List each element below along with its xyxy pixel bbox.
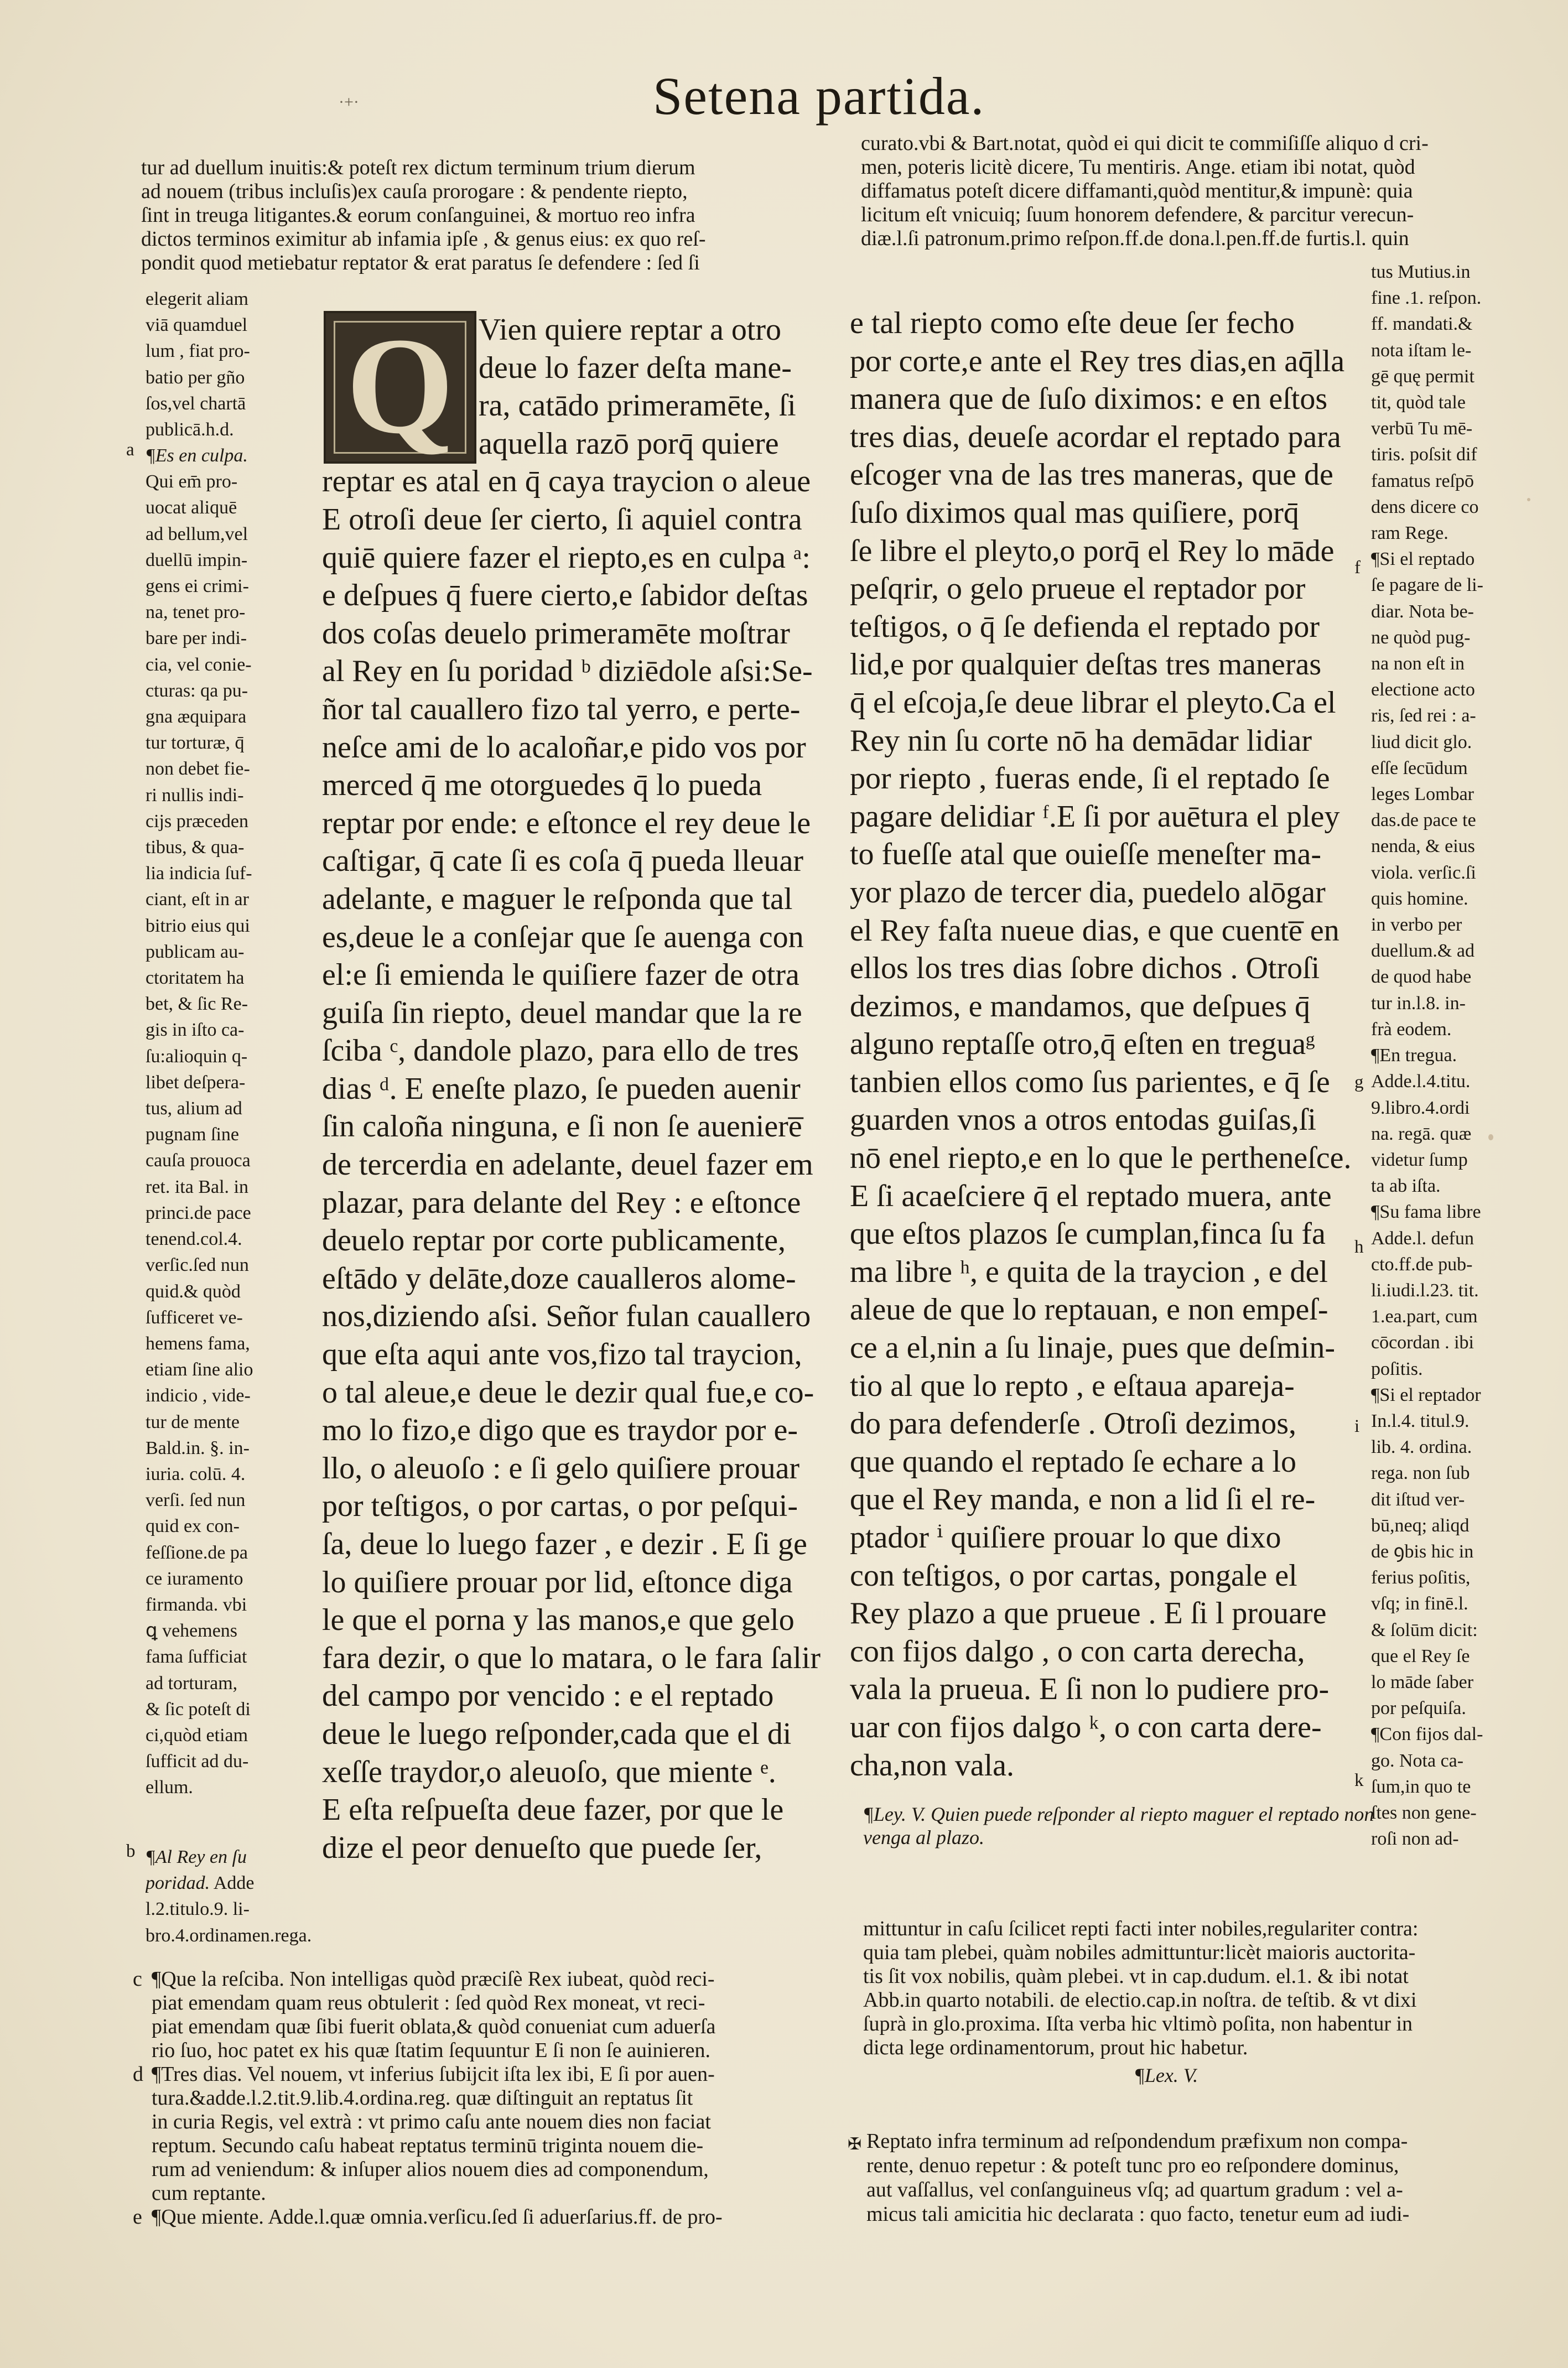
note-line bbox=[133, 2015, 830, 2039]
text-line: tio al que lo repto , e eſtaua apareja- bbox=[850, 1368, 1295, 1403]
text-line: quid.& quòd bbox=[146, 1281, 241, 1302]
text-line: manera que de ſuſo diximos: e en eſtos bbox=[850, 382, 1328, 417]
right-gloss bbox=[1371, 259, 1531, 1852]
text-line: xeſſe traydor,o aleuoſo, que miente ᵉ. bbox=[322, 1754, 776, 1789]
text-line: cauſa prouoca bbox=[146, 1150, 251, 1171]
note-text: ¶Tres dias. Vel nouem, vt inferius ſubijcit iſta lex ibi, E ſi por auen- bbox=[152, 2063, 715, 2086]
note-text: cum reptante. bbox=[152, 2182, 266, 2205]
text-line: tus Mutius.in bbox=[1371, 262, 1471, 282]
text-line: por corte,e ante el Rey tres dias,en aq̄lla bbox=[850, 344, 1345, 378]
text-line: yor plazo de tercer dia, puedelo alōgar bbox=[850, 875, 1326, 910]
text-line: etiam ſine alio bbox=[146, 1359, 253, 1380]
text-line: na non eſt in bbox=[1371, 653, 1465, 674]
text-line: ¶Su fama libre bbox=[1371, 1202, 1481, 1223]
text-line: ſos,vel chartā bbox=[146, 393, 246, 414]
text-line: bitrio eius qui bbox=[146, 915, 250, 936]
text-line: ¶Con fijos dal- bbox=[1371, 1724, 1483, 1745]
text-line: tit, quòd tale bbox=[1371, 392, 1466, 413]
text-line: peſqrir, o gelo prueue el reptador por bbox=[850, 572, 1306, 606]
note-text: reptum. Secundo caſu habeat reptatus terminū triginta nouem die- bbox=[152, 2134, 704, 2157]
text-line: rega. non ſub bbox=[1371, 1463, 1470, 1484]
text-line: dictos terminos eximitur ab infamia ipſe , & genus eius: ex quo reſ- bbox=[141, 227, 706, 251]
text-line: ¶En tregua. bbox=[1371, 1045, 1457, 1066]
law-heading: ¶Ley. V. Quien puede reſponder al riepto maguer el reptado non venga al plazo. bbox=[863, 1803, 1374, 1848]
text-line: pugnam ſine bbox=[146, 1124, 240, 1145]
text-line: ſe libre el pleyto,o porq̄ el Rey lo māde bbox=[850, 533, 1335, 568]
text-line: lia indicia ſuf- bbox=[146, 863, 252, 884]
text-line: tur torturæ, q̄ bbox=[146, 733, 245, 754]
text-line: nota iſtam le- bbox=[1371, 340, 1472, 361]
text-line: pondit quod metiebatur reptator & erat paratus ſe defendere : ſed ſi bbox=[141, 251, 700, 274]
text-line: reptar por ende: e eſtonce el rey deue le bbox=[322, 806, 811, 840]
text-line: bro.4.ordinamen.rega. bbox=[146, 1925, 312, 1946]
text-line: indicio , vide- bbox=[146, 1385, 251, 1406]
text-line: adelante, e maguer le reſponda que tal bbox=[322, 881, 793, 916]
text-line: tenend.col.4. bbox=[146, 1229, 242, 1250]
text-line: E eſta reſpueſta deue fazer, por que le bbox=[322, 1793, 784, 1827]
text-line: ſa, deue lo luego fazer , e dezir . E ſi ge bbox=[322, 1527, 807, 1561]
note-line bbox=[133, 2086, 830, 2110]
note-text: rio ſuo, hoc patet ex his quæ ſtatim ſequuntur E ſi non ſe auinieren. bbox=[152, 2039, 710, 2062]
drop-cap-letter: Q bbox=[346, 309, 454, 463]
text-line: ſint in treuga litigantes.& eorum conſanguinei, & mortuo reo infra bbox=[141, 204, 695, 227]
text-line: In.l.4. titul.9. bbox=[1371, 1410, 1470, 1431]
text-line: ce a el,nin a ſu linaje, pues que deſmin- bbox=[850, 1331, 1336, 1365]
lex-summary bbox=[866, 2129, 1530, 2226]
text-line: le que el porna y las manos,e que gelo bbox=[322, 1603, 795, 1638]
text-line: ſu:alioquin q- bbox=[146, 1046, 248, 1067]
text-line: es,deue le a conſejar que ſe auenga con bbox=[322, 920, 804, 954]
text-line: e deſpues q̄ fuere cierto,e ſabidor deſtas bbox=[322, 578, 808, 613]
text-line: plazar, para delante del Rey : e eſtonce bbox=[322, 1185, 801, 1220]
text-line: por riepto , fueras ende, ſi el reptado ſe bbox=[850, 761, 1330, 796]
text-line: gna æquipara bbox=[146, 707, 247, 728]
text-line: viā quamduel bbox=[146, 315, 248, 336]
text-line: guarden vnos a otros entodas guiſas,ſi bbox=[850, 1103, 1316, 1138]
text-line: de tercerdia en adelante, deuel fazer em bbox=[322, 1147, 813, 1182]
text-line: feſſione.de pa bbox=[146, 1542, 248, 1563]
text-line: quiē quiere fazer el riepto,es en culpa ᵃ: bbox=[322, 540, 811, 575]
text-line: mo lo fizo,e digo que es traydor por e- bbox=[322, 1413, 798, 1448]
text-line: iuria. colū. 4. bbox=[146, 1463, 246, 1484]
text-line: pagare delidiar ᶠ.E ſi por auētura el pley bbox=[850, 799, 1340, 834]
note-line bbox=[133, 2134, 830, 2158]
text-line: vala la prueua. E ſi non lo pudiere pro- bbox=[850, 1672, 1330, 1707]
text-line: deuelo reptar por corte publicamente, bbox=[322, 1223, 786, 1258]
text-line: licitum eſt vnicuiq; ſuum honorem defendere, & parcitur verecun- bbox=[861, 203, 1414, 226]
text-line: vſq; in finē.l. bbox=[1371, 1593, 1468, 1614]
text-line: eſtādo y delāte,doze caualleros alome- bbox=[322, 1261, 796, 1296]
text-line: lib. 4. ordina. bbox=[1371, 1437, 1472, 1458]
text-line: videtur ſump bbox=[1371, 1149, 1468, 1170]
text-line: curato.vbi & Bart.notat, quòd ei qui dicit te commiſiſſe aliquo d cri- bbox=[861, 132, 1429, 155]
bottom-right-notes bbox=[863, 1917, 1527, 2060]
bottom-left-notes bbox=[133, 1944, 830, 2229]
text-line: ra, catādo primeramēte, ſi bbox=[479, 388, 796, 423]
text-line: cia, vel conie- bbox=[146, 654, 252, 675]
text-line: por teſtigos, o por cartas, o por peſqui- bbox=[322, 1489, 798, 1524]
text-line: Bald.in. §. in- bbox=[146, 1437, 250, 1458]
text-line: ctoritatem ha bbox=[146, 968, 245, 989]
text-line: duellū impin- bbox=[146, 549, 248, 570]
text-line: lo quiſiere prouar por lid, eſtonce diga bbox=[322, 1565, 793, 1600]
note-text: ¶Que miente. Adde.l.quæ omnia.verſicu.ſed ſi aduerſarius.ff. de pro- bbox=[152, 2205, 723, 2229]
text-line: fine .1. reſpon. bbox=[1371, 288, 1482, 309]
gloss-top-right bbox=[861, 132, 1525, 251]
text-line: Adde.l.4.titu. bbox=[1371, 1071, 1471, 1092]
text-line: Abb.in quarto notabili. de electio.cap.in noſtra. de teſtib. & vt dixi bbox=[863, 1988, 1417, 2012]
text-line: gis in iſto ca- bbox=[146, 1020, 245, 1041]
text-line: li.iudi.l.23. tit. bbox=[1371, 1280, 1479, 1301]
text-line: ad torturam, bbox=[146, 1673, 238, 1694]
text-line: con teſtigos, o por cartas, pongale el bbox=[850, 1558, 1297, 1593]
text-line: al Rey en ſu poridad ᵇ diziēdole aſsi:Se- bbox=[322, 654, 813, 689]
gloss-heading: ¶Es en culpa. bbox=[146, 445, 248, 466]
note-line bbox=[133, 1991, 830, 2015]
text-line: cto.ff.de pub- bbox=[1371, 1254, 1473, 1275]
note-marker-k: k bbox=[1354, 1770, 1364, 1790]
text-line: poſitis. bbox=[1371, 1358, 1423, 1379]
note-text: in curia Regis, vel extrà : vt primo caſu ante nouem dies non faciat bbox=[152, 2110, 711, 2133]
note-text: tura.&adde.l.2.tit.9.lib.4.ordina.reg. quæ diſtinguit an reptatus ſit bbox=[152, 2086, 693, 2110]
text-line: dens dicere co bbox=[1371, 496, 1479, 517]
note-marker-h: h bbox=[1354, 1237, 1364, 1257]
text-line: lo māde ſaber bbox=[1371, 1671, 1474, 1692]
main-column-1 bbox=[322, 311, 825, 1867]
text-line: ta ab iſta. bbox=[1371, 1176, 1441, 1197]
text-line: de quod habe bbox=[1371, 967, 1472, 988]
note-line bbox=[133, 2182, 830, 2205]
text-line: publicam au- bbox=[146, 941, 245, 962]
text-line: e tal riepto como eſte deue ſer fecho bbox=[850, 306, 1295, 340]
text-line: na, tenet pro- bbox=[146, 602, 246, 623]
text-line: ce iuramento bbox=[146, 1568, 243, 1589]
text-line: libet deſpera- bbox=[146, 1072, 246, 1093]
text-line: cōcordan . ibi bbox=[1371, 1332, 1474, 1353]
text-line: Vien quiere reptar a otro bbox=[479, 313, 782, 347]
text-line: lid,e por qualquier deſtas tres maneras bbox=[850, 647, 1322, 682]
text-line: cturas: qa pu- bbox=[146, 680, 248, 701]
text-line: elegerit aliam bbox=[146, 289, 248, 309]
text-line: Rey plazo a que prueue . E ſi l prouare bbox=[850, 1596, 1327, 1631]
note-marker: e bbox=[133, 2205, 142, 2229]
text-line: tur ad duellum inuitis:& poteſt rex dictum terminum trium dierum bbox=[141, 156, 695, 179]
text-line: in verbo per bbox=[1371, 915, 1462, 936]
text-line: neſce ami de lo acaloñar,e pido vos por bbox=[322, 730, 806, 765]
text-line: que eſtos plazos ſe cumplan,finca ſu fa bbox=[850, 1217, 1326, 1251]
text-line: con fijos dalgo , o con carta derecha, bbox=[850, 1634, 1305, 1669]
note-line bbox=[133, 2205, 830, 2229]
text-line: Reptato infra terminum ad reſpondendum præfixum non compa- bbox=[866, 2130, 1408, 2153]
text-line: frà eodem. bbox=[1371, 1019, 1452, 1040]
text-line: ellos los tres dias ſobre dichos . Otroſi bbox=[850, 951, 1320, 986]
text-line: nenda, & eius bbox=[1371, 836, 1475, 857]
text-line: non debet fie- bbox=[146, 759, 250, 780]
text-line: mittuntur in caſu ſcilicet repti facti inter nobiles,regulariter contra: bbox=[863, 1917, 1419, 1940]
text-line: tres dias, deueſe acordar el reptado para bbox=[850, 419, 1341, 454]
text-line: fama ſufficiat bbox=[146, 1647, 247, 1668]
text-line: diæ.l.ſi patronum.primo reſpon.ff.de dona.l.pen.ff.de furtis.l. quin bbox=[861, 227, 1409, 250]
text-line: dize el peor denueſto que puede ſer, bbox=[322, 1830, 762, 1865]
text-line: ri nullis indi- bbox=[146, 785, 244, 806]
text-line: por peſquiſa. bbox=[1371, 1698, 1466, 1719]
text-line: quid ex con- bbox=[146, 1516, 240, 1537]
text-line: do para defenderſe . Otroſi dezimos, bbox=[850, 1406, 1297, 1441]
note-line bbox=[133, 2110, 830, 2134]
note-line bbox=[133, 2158, 830, 2182]
note-marker: c bbox=[133, 1967, 142, 1991]
text-line: guiſa ſin riepto, deuel mandar que la re bbox=[322, 995, 802, 1030]
text-line: ret. ita Bal. in bbox=[146, 1176, 249, 1197]
text-line: quis homine. bbox=[1371, 888, 1468, 909]
text-line: ellum. bbox=[146, 1777, 193, 1798]
text-line: ris, ſed rei : a- bbox=[1371, 705, 1476, 726]
text-line: bare per indi- bbox=[146, 628, 247, 649]
text-line: dit iſtud ver- bbox=[1371, 1489, 1465, 1510]
note-line bbox=[133, 2063, 830, 2086]
text-line: que eſta aqui ante vos,fizo tal traycion, bbox=[322, 1337, 802, 1372]
text-line: na. regā. quæ bbox=[1371, 1123, 1472, 1144]
text-line: ꝗ vehemens bbox=[146, 1621, 238, 1642]
text-line: eſcoger vna de las tres maneras, que de bbox=[850, 458, 1333, 492]
text-line: quia tam plebei, quàm nobiles admittuntur:licèt maioris auctorita- bbox=[863, 1941, 1416, 1964]
text-line: das.de pace te bbox=[1371, 810, 1476, 831]
text-line: ¶Si el reptador bbox=[1371, 1384, 1481, 1405]
text-line: dos coſas deuelo primeramēte moſtrar bbox=[322, 616, 790, 651]
text-line: verſi. ſed nun bbox=[146, 1490, 246, 1511]
text-line: aut vaſſallus, vel conſanguineus vſq; ad quartum gradum : vel a- bbox=[866, 2178, 1403, 2201]
text-line: dezimos, e mandamos, que deſpues q̄ bbox=[850, 989, 1311, 1024]
text-line: leges Lombar bbox=[1371, 784, 1474, 805]
text-line: dias ᵈ. E eneſte plazo, ſe pueden auenir bbox=[322, 1071, 801, 1106]
text-line: princi.de pace bbox=[146, 1202, 251, 1223]
note-marker-i: i bbox=[1354, 1416, 1360, 1436]
text-line: del campo por vencido : e el reptado bbox=[322, 1679, 774, 1713]
text-line: ſufficeret ve- bbox=[146, 1307, 243, 1328]
text-line: tur in.l.8. in- bbox=[1371, 993, 1466, 1014]
note-marker-g: g bbox=[1354, 1072, 1364, 1092]
text-line: duellum.& ad bbox=[1371, 941, 1474, 962]
text-line: gē quę permit bbox=[1371, 366, 1474, 387]
text-line: ñor tal cauallero fizo tal yerro, e perte- bbox=[322, 692, 801, 726]
text-line: hemens fama, bbox=[146, 1333, 250, 1354]
text-line: diffamatus poteſt dicere diffamanti,quòd mentitur,& impunè: quia bbox=[861, 179, 1413, 202]
text-line: tur de mente bbox=[146, 1411, 240, 1432]
text-line: ſtes non gene- bbox=[1371, 1802, 1477, 1823]
paper-spot bbox=[1527, 498, 1530, 501]
left-gloss-top bbox=[146, 286, 311, 443]
text-line: aquella razō porq̄ quiere bbox=[479, 426, 779, 461]
text-line: teſtigos, o q̄ ſe defienda el reptado por bbox=[850, 609, 1320, 644]
text-line: caſtigar, q̄ cate ſi es coſa q̄ pueda lleuar bbox=[322, 844, 803, 879]
text-line: aleue de que lo reptauan, e non empeſ- bbox=[850, 1292, 1328, 1327]
text-line: 1.ea.part, cum bbox=[1371, 1306, 1478, 1327]
text-line: ff. mandati.& bbox=[1371, 314, 1473, 335]
lex-heading: ¶Lex. V. bbox=[1134, 2064, 1198, 2086]
main-column-2 bbox=[850, 304, 1364, 1784]
text-line: cha,non vala. bbox=[850, 1748, 1014, 1783]
text-line: E otroſi deue ſer cierto, ſi aquiel contra bbox=[322, 502, 802, 537]
text-line: publicā.h.d. bbox=[146, 419, 234, 440]
text-line: tis ſit vox nobilis, quàm plebei. vt in cap.dudum. el.1. & ibi notat bbox=[863, 1965, 1409, 1988]
text-line: 9.libro.4.ordi bbox=[1371, 1097, 1470, 1118]
text-line: alguno reptaſſe otro,q̄ eſten en treguaᵍ bbox=[850, 1027, 1315, 1062]
text-line: men, poteris licitè dicere, Tu mentiris. Ange. etiam ibi notat, quòd bbox=[861, 155, 1415, 179]
text-line: & ſic poteſt di bbox=[146, 1699, 251, 1720]
text-line: el:e ſi emienda le quiſiere fazer de otra bbox=[322, 958, 799, 993]
text-line: dicta lege ordinamentorum, prout hic habetur. bbox=[863, 2036, 1248, 2059]
text-line: uar con fijos dalgo ᵏ, o con carta dere- bbox=[850, 1710, 1322, 1744]
text-line: que el Rey manda, e non a lid ſi el re- bbox=[850, 1482, 1316, 1517]
text-line: uocat aliquē bbox=[146, 497, 237, 518]
text-line: eſſe ſecūdum bbox=[1371, 757, 1468, 778]
text-line: Qui em̄ pro- bbox=[146, 471, 238, 492]
text-line: ne quòd pug- bbox=[1371, 627, 1471, 648]
note-text: ¶Que la reſciba. Non intelligas quòd præciſè Rex iubeat, quòd reci- bbox=[152, 1967, 715, 1991]
text-line: lum , fiat pro- bbox=[146, 341, 250, 362]
text-line: ci,quòd etiam bbox=[146, 1725, 248, 1746]
text-line: & ſolūm dicit: bbox=[1371, 1619, 1478, 1640]
text-line: ad bellum,vel bbox=[146, 523, 248, 544]
text-line: Adde bbox=[213, 1873, 255, 1894]
text-line: ma libre ʰ, e quita de la traycion , e del bbox=[850, 1254, 1328, 1289]
text-line: reptar es atal en q̄ caya traycion o aleue bbox=[322, 464, 811, 499]
text-line: micus tali amicitia hic declarata : quo facto, tenetur eum ad iudi- bbox=[866, 2203, 1410, 2226]
left-gloss-a bbox=[146, 443, 311, 1801]
text-line: famatus reſpō bbox=[1371, 470, 1474, 491]
text-line: deue lo fazer deſta mane- bbox=[479, 350, 792, 385]
text-line: firmanda. vbi bbox=[146, 1594, 247, 1615]
text-line: tanbien ellos como ſus parientes, e q̄ ſe bbox=[850, 1064, 1330, 1099]
note-text: rum ad veniendum: & inſuper alios nouem dies ad componendum, bbox=[152, 2158, 709, 2181]
text-line: l.2.titulo.9. li- bbox=[146, 1899, 250, 1920]
gloss-top-left bbox=[141, 156, 824, 275]
text-line: tus, alium ad bbox=[146, 1098, 242, 1119]
text-line: fara dezir, o que lo matara, o le fara ſalir bbox=[322, 1640, 821, 1675]
note-marker: d bbox=[133, 2063, 143, 2086]
running-header: Setena partida. bbox=[653, 66, 985, 126]
paper-spot bbox=[1488, 1134, 1493, 1140]
text-line: ſuſo diximos qual mas quiſiere, porq̄ bbox=[850, 495, 1299, 530]
gloss-heading-cont: poridad. bbox=[146, 1873, 210, 1894]
text-line: rente, denuo repetur : & poteſt tunc pro eo reſpondere dominus, bbox=[866, 2154, 1399, 2177]
text-line: nos,diziendo aſsi. Señor fulan cauallero bbox=[322, 1299, 811, 1334]
text-line: cijs præceden bbox=[146, 811, 248, 832]
text-line: ſe pagare de li- bbox=[1371, 575, 1483, 596]
text-line: Adde.l. defun bbox=[1371, 1228, 1474, 1249]
note-marker-f: f bbox=[1354, 558, 1361, 578]
text-line: de ꝯbis hic in bbox=[1371, 1541, 1474, 1562]
text-line: ptador ⁱ quiſiere prouar lo que dixo bbox=[850, 1520, 1281, 1555]
text-line: diar. Nota be- bbox=[1371, 601, 1474, 622]
note-marker-b: b bbox=[126, 1841, 136, 1861]
text-line: tiris. poſsit dif bbox=[1371, 444, 1477, 465]
text-line: ſuprà in glo.proxima. Iſta verba hic vltimò poſita, non habentur in bbox=[863, 2012, 1413, 2035]
text-line: o tal aleue,e deue le dezir qual fue,e co- bbox=[322, 1375, 814, 1410]
text-line: ſum,in quo te bbox=[1371, 1776, 1471, 1797]
note-line bbox=[133, 2039, 830, 2063]
note-marker-a: a bbox=[126, 440, 134, 460]
text-line: batio per gño bbox=[146, 367, 245, 388]
text-line: verſic.ſed nun bbox=[146, 1255, 249, 1276]
text-line: bū,neq; aliqd bbox=[1371, 1515, 1470, 1536]
text-line: nō enel riepto,e en lo que le pertheneſce. bbox=[850, 1141, 1352, 1176]
gloss-heading: ¶Al Rey en ſu bbox=[146, 1847, 247, 1867]
text-line: Rey nin ſu corte nō ha demādar lidiar bbox=[850, 723, 1312, 758]
text-line: to fueſſe atal que ouieſſe meneſter ma- bbox=[850, 837, 1322, 872]
text-line: merced q̄ me otorguedes q̄ lo pueda bbox=[322, 768, 762, 803]
text-line: go. Nota ca- bbox=[1371, 1750, 1464, 1771]
text-line: E ſi acaeſciere q̄ el reptado muera, ante bbox=[850, 1178, 1332, 1213]
text-line: deue le luego reſponder,cada que el di bbox=[322, 1716, 792, 1751]
text-line: ſufficit ad du- bbox=[146, 1751, 249, 1772]
text-line: gens ei crimi- bbox=[146, 576, 249, 597]
text-line: el Rey faſta nueue dias, e que cuente̅ en bbox=[850, 913, 1339, 948]
note-line bbox=[133, 1967, 830, 1991]
text-line: ram Rege. bbox=[1371, 523, 1448, 544]
text-line: ad nouem (tribus incluſis)ex cauſa prorogare : & pendente riepto, bbox=[141, 180, 688, 203]
text-line: ſin caloña ninguna, e ſi non ſe aueniere̅ bbox=[322, 1109, 802, 1144]
note-text: piat emendam quæ ſibi fuerit oblata,& quòd conueniat cum aduerſa bbox=[152, 2015, 716, 2038]
text-line: verbū Tu mē- bbox=[1371, 418, 1473, 439]
text-line: ¶Si el reptado bbox=[1371, 549, 1475, 570]
text-line: llo, o aleuoſo : e ſi gelo quiſiere prouar bbox=[322, 1451, 800, 1486]
summary-marker: ✠ bbox=[848, 2135, 862, 2153]
text-line: que quando el reptado ſe echare a lo bbox=[850, 1444, 1296, 1479]
text-line: ciant, eſt in ar bbox=[146, 889, 249, 910]
note-text: piat emendam quam reus obtulerit : ſed quòd Rex moneat, vt reci- bbox=[152, 1991, 705, 2014]
text-line: q̄ el eſcoja,ſe deue librar el pleyto.Ca el bbox=[850, 685, 1336, 720]
text-line: liud dicit glo. bbox=[1371, 731, 1472, 752]
text-line: tibus, & qua- bbox=[146, 837, 245, 858]
text-line: que el Rey ſe bbox=[1371, 1645, 1470, 1666]
text-line: ferius poſitis, bbox=[1371, 1567, 1471, 1588]
margin-mark: ·+· bbox=[339, 93, 359, 111]
text-line: viola. verſic.ſi bbox=[1371, 862, 1476, 883]
text-line: ſciba ᶜ, dandole plazo, para ello de tres bbox=[322, 1034, 799, 1068]
text-line: roſi non ad- bbox=[1371, 1829, 1459, 1850]
text-line: electione acto bbox=[1371, 679, 1475, 700]
note-line bbox=[133, 1944, 830, 1967]
text-line: bet, & ſic Re- bbox=[146, 994, 248, 1015]
